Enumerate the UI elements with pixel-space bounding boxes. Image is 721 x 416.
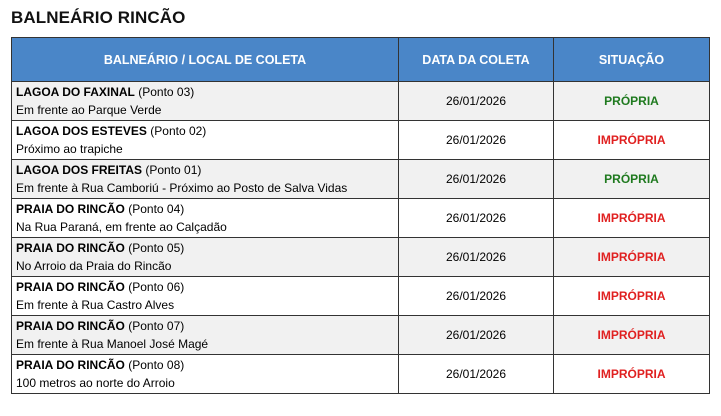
status-label: IMPRÓPRIA bbox=[554, 238, 710, 277]
collection-point: (Ponto 03) bbox=[138, 85, 195, 99]
table-row bbox=[12, 199, 710, 238]
location-cell bbox=[12, 160, 399, 199]
location-name: LAGOA DO FAXINAL bbox=[16, 85, 135, 99]
location-name: PRAIA DO RINCÃO bbox=[16, 241, 125, 255]
status-label: IMPRÓPRIA bbox=[554, 316, 710, 355]
status-label: IMPRÓPRIA bbox=[554, 277, 710, 316]
location-name: LAGOA DOS ESTEVES bbox=[16, 124, 147, 138]
collection-date: 26/01/2026 bbox=[399, 199, 554, 238]
location-cell bbox=[12, 238, 399, 277]
location-description: Em frente ao Parque Verde bbox=[16, 103, 162, 117]
location-name: PRAIA DO RINCÃO bbox=[16, 358, 125, 372]
status-label: PRÓPRIA bbox=[554, 82, 710, 121]
collection-point: (Ponto 08) bbox=[128, 358, 185, 372]
table-row bbox=[12, 355, 710, 394]
status-label: IMPRÓPRIA bbox=[554, 355, 710, 394]
location-description: Em frente à Rua Manoel José Magé bbox=[16, 337, 209, 351]
location-description: Na Rua Paraná, em frente ao Calçadão bbox=[16, 220, 227, 234]
table-row bbox=[12, 238, 710, 277]
collection-date: 26/01/2026 bbox=[399, 160, 554, 199]
location-cell bbox=[12, 199, 399, 238]
page-title: BALNEÁRIO RINCÃO bbox=[11, 8, 186, 27]
status-label: IMPRÓPRIA bbox=[554, 121, 710, 160]
table-row bbox=[12, 160, 710, 199]
collection-point: (Ponto 04) bbox=[128, 202, 185, 216]
status-label: PRÓPRIA bbox=[554, 160, 710, 199]
collection-point: (Ponto 01) bbox=[145, 163, 202, 177]
location-description: 100 metros ao norte do Arroio bbox=[16, 376, 175, 390]
location-cell bbox=[12, 277, 399, 316]
column-header-date: DATA DA COLETA bbox=[399, 38, 554, 82]
collection-point: (Ponto 05) bbox=[128, 241, 185, 255]
table-row bbox=[12, 316, 710, 355]
collection-date: 26/01/2026 bbox=[399, 82, 554, 121]
location-description: Próximo ao trapiche bbox=[16, 142, 123, 156]
location-cell bbox=[12, 355, 399, 394]
table-row bbox=[12, 121, 710, 160]
location-name: PRAIA DO RINCÃO bbox=[16, 280, 125, 294]
table-row bbox=[12, 82, 710, 121]
collection-date: 26/01/2026 bbox=[399, 121, 554, 160]
column-header-status: SITUAÇÃO bbox=[554, 38, 710, 82]
collection-date: 26/01/2026 bbox=[399, 238, 554, 277]
location-cell bbox=[12, 316, 399, 355]
location-description: Em frente à Rua Camboriú - Próximo ao Posto de Salva Vidas bbox=[16, 181, 348, 195]
collection-point: (Ponto 02) bbox=[150, 124, 207, 138]
status-label: IMPRÓPRIA bbox=[554, 199, 710, 238]
location-cell bbox=[12, 82, 399, 121]
collection-date: 26/01/2026 bbox=[399, 355, 554, 394]
location-name: LAGOA DOS FREITAS bbox=[16, 163, 142, 177]
location-cell bbox=[12, 121, 399, 160]
table-header-row bbox=[12, 38, 710, 82]
location-description: Em frente à Rua Castro Alves bbox=[16, 298, 175, 312]
collection-date: 26/01/2026 bbox=[399, 316, 554, 355]
location-description: No Arroio da Praia do Rincão bbox=[16, 259, 172, 273]
column-header-location: BALNEÁRIO / LOCAL DE COLETA bbox=[12, 38, 399, 82]
table-row bbox=[12, 277, 710, 316]
collection-point: (Ponto 06) bbox=[128, 280, 185, 294]
location-name: PRAIA DO RINCÃO bbox=[16, 319, 125, 333]
collection-point: (Ponto 07) bbox=[128, 319, 185, 333]
location-name: PRAIA DO RINCÃO bbox=[16, 202, 125, 216]
collection-date: 26/01/2026 bbox=[399, 277, 554, 316]
results-table bbox=[11, 37, 710, 394]
